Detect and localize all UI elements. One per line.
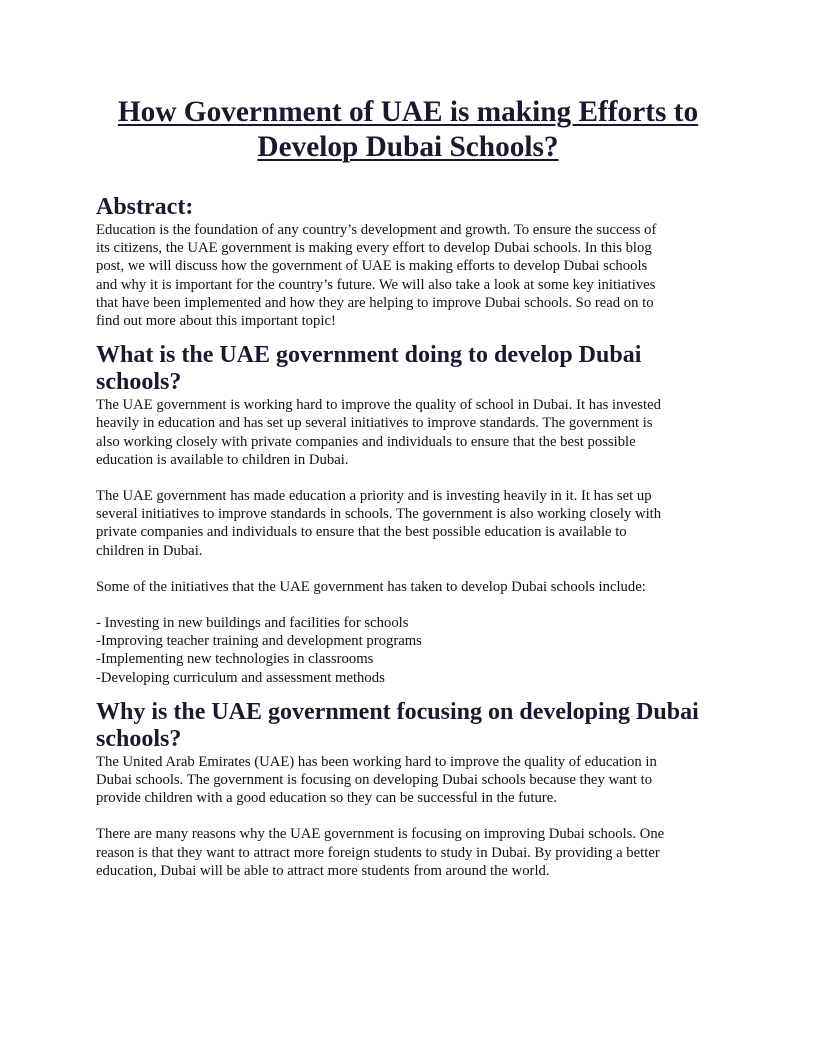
list-item: -Developing curriculum and assessment methods: [96, 669, 385, 686]
section-1-paragraph-1: [96, 396, 720, 469]
paragraph-line: private companies and individuals to ensure that the best possible education is available to: [96, 524, 627, 541]
section-2-heading-line: schools?: [96, 725, 182, 752]
paragraph-line: education, Dubai will be able to attract more students from around the world.: [96, 862, 550, 879]
section-2-paragraph-1: [96, 753, 720, 808]
document-page: [96, 95, 720, 880]
section-2-heading: [96, 699, 720, 753]
paragraph-line: children in Dubai.: [96, 542, 203, 559]
section-1-paragraph-3: Some of the initiatives that the UAE government has taken to develop Dubai schools include:: [96, 578, 646, 595]
paragraph-line: The UAE government has made education a priority and is investing heavily in it. It has set up: [96, 488, 652, 505]
section-1-heading-line: schools?: [96, 369, 182, 396]
section-1-heading: [96, 342, 720, 396]
paragraph-line: provide children with a good education so they can be successful in the future.: [96, 790, 557, 807]
abstract-heading: [96, 193, 720, 221]
title-line-2: Develop Dubai Schools?: [257, 131, 559, 163]
abstract-colon: :: [185, 194, 194, 220]
paragraph-line: education is available to children in Dubai.: [96, 451, 349, 468]
list-item: -Implementing new technologies in classrooms: [96, 651, 374, 668]
paragraph-line: Dubai schools. The government is focusing on developing Dubai schools because they want to: [96, 772, 653, 789]
section-1-heading-line: What is the UAE government doing to develop Dubai: [96, 342, 642, 369]
abstract-line: post, we will discuss how the government of UAE is making efforts to develop Dubai schools: [96, 258, 648, 275]
abstract-label: Abstract: [96, 194, 186, 220]
section-1-paragraph-2: [96, 487, 720, 560]
paragraph-line: reason is that they want to attract more foreign students to study in Dubai. By providing a better: [96, 844, 660, 861]
paragraph-line: also working closely with private companies and individuals to ensure that the best possible: [96, 433, 636, 450]
initiatives-list: [96, 614, 720, 687]
document-title: [96, 95, 720, 165]
section-2-heading-line: Why is the UAE government focusing on developing Dubai: [96, 698, 699, 725]
paragraph-line: The UAE government is working hard to improve the quality of school in Dubai. It has invested: [96, 397, 661, 414]
section-2-paragraph-2: [96, 825, 720, 880]
abstract-line: its citizens, the UAE government is making every effort to develop Dubai schools. In this blog: [96, 240, 652, 257]
paragraph-line: several initiatives to improve standards in schools. The government is also working closely with: [96, 506, 662, 523]
abstract-line: and why it is important for the country’s future. We will also take a look at some key initiatives: [96, 276, 656, 293]
list-item: - Investing in new buildings and facilities for schools: [96, 615, 409, 632]
abstract-line: that have been implemented and how they are helping to improve Dubai schools. So read on to: [96, 294, 654, 311]
title-line-1: How Government of UAE is making Efforts to: [117, 96, 699, 128]
abstract-paragraph: [96, 221, 720, 330]
paragraph-line: There are many reasons why the UAE government is focusing on improving Dubai schools. One: [96, 826, 665, 843]
abstract-line: find out more about this important topic!: [96, 313, 336, 330]
paragraph-line: heavily in education and has set up several initiatives to improve standards. The government is: [96, 415, 653, 432]
list-item: -Improving teacher training and development programs: [96, 633, 422, 650]
paragraph-line: The United Arab Emirates (UAE) has been working hard to improve the quality of education in: [96, 753, 657, 770]
abstract-line: Education is the foundation of any country’s development and growth. To ensure the success of: [96, 222, 657, 238]
